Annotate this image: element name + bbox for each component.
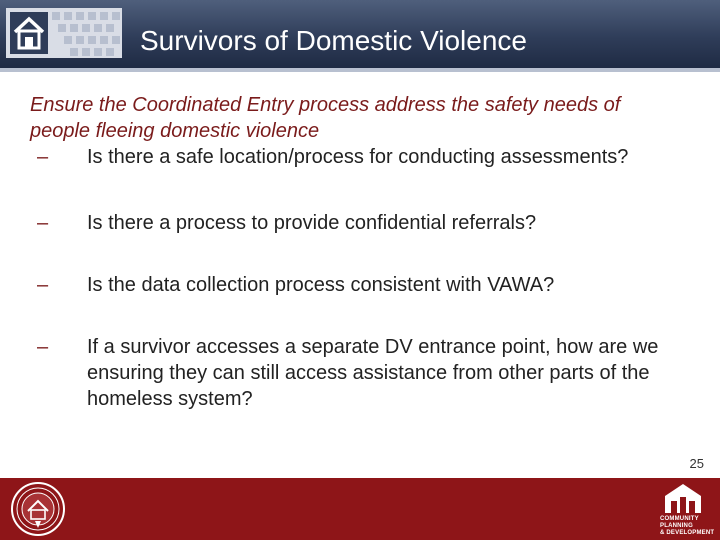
bullet-item xyxy=(30,334,670,412)
bullet-item xyxy=(30,144,670,170)
header-divider xyxy=(0,68,720,72)
bullet-text: Is there a safe location/process for conducting assessments? xyxy=(87,146,629,168)
intro-text: Ensure the Coordinated Entry process address the safety needs of people fleeing domestic violence xyxy=(30,94,621,142)
dash-marker: – xyxy=(37,336,49,358)
dash-marker: – xyxy=(37,212,49,234)
bullet-text: Is the data collection process consistent with VAWA? xyxy=(87,274,555,296)
slide-body xyxy=(30,92,670,412)
title-bar xyxy=(0,0,720,68)
cpd-logo-line2: PLANNING xyxy=(660,523,693,529)
dash-marker: – xyxy=(37,146,49,168)
hud-seal-logo xyxy=(8,480,68,538)
cpd-logo-line3: & DEVELOPMENT xyxy=(660,530,715,536)
footer-bar xyxy=(0,478,720,540)
bullet-item xyxy=(30,272,670,298)
house-grid-logo xyxy=(6,8,122,58)
slide-title: Survivors of Domestic Violence xyxy=(140,25,527,56)
page-number: 25 xyxy=(689,456,704,471)
bullet-item xyxy=(30,210,670,236)
bullet-text: Is there a process to provide confidential referrals? xyxy=(87,212,537,234)
cpd-logo-line1: COMMUNITY xyxy=(660,516,699,522)
bullet-text: If a survivor accesses a separate DV entrance point, how are we ensuring they can still access assistance from other parts of the homeless system? xyxy=(87,336,659,410)
dash-marker: – xyxy=(37,274,49,296)
